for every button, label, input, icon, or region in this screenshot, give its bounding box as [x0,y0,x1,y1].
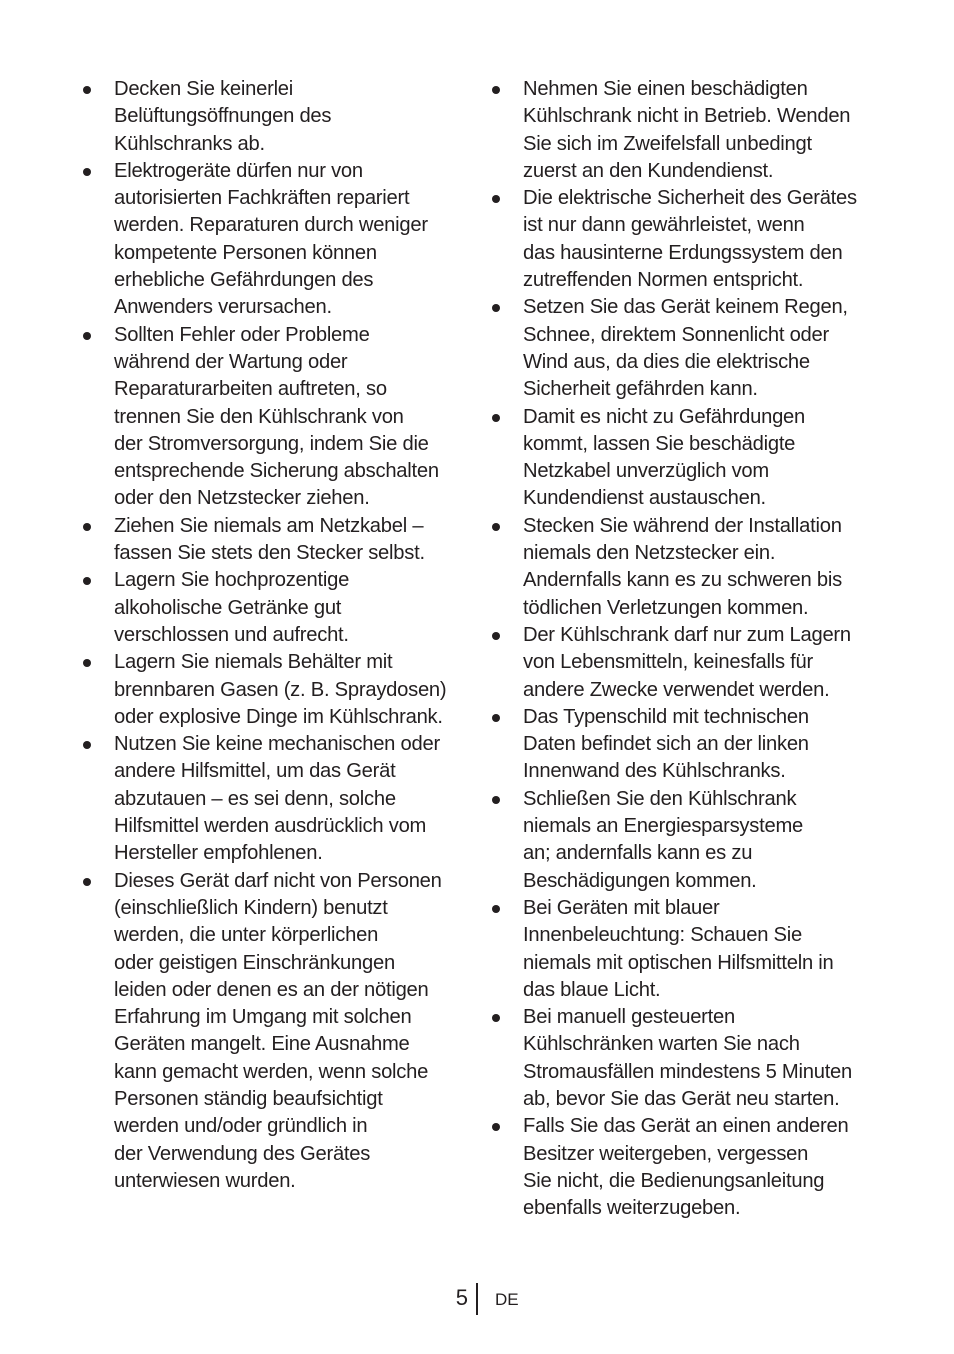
footer-divider [476,1283,478,1315]
list-item-text: Falls Sie das Gerät an einen anderen Besitzer weitergeben, vergessen Sie nicht, die Bedienungsanleitung ebenfalls weiterzugeben. [523,1115,849,1220]
bullet-icon [83,523,91,531]
bullet-icon [492,796,500,804]
bullet-icon [83,659,91,667]
list-item-text: Bei Geräten mit blauer Innenbeleuchtung: Schauen Sie niemals mit optischen Hilfsmitteln in das blaue Licht. [523,896,834,1001]
list-item-text: Nehmen Sie einen beschädigten Kühlschrank nicht in Betrieb. Wenden Sie sich im Zweifelsfall unbedingt zuerst an den Kundendienst. [523,78,851,182]
bullet-icon [492,523,500,531]
list-item [80,731,466,867]
bullet-icon [492,632,500,640]
list-item-text: Dieses Gerät darf nicht von Personen (einschließlich Kindern) benutzt werden, die unter körperlichen oder geistigen Einschränkungen leiden oder denen es an der nötigen Erfahrung im Umgang mit solchen Geräten mangelt. Eine Ausnahme kann gemacht werden, wenn solche Personen ständig beaufsichtigt werden und/oder gründlich in der Verwendung des Gerätes unterwiesen wurden. [114,869,442,1192]
list-item [489,1004,875,1113]
bullet-icon [492,1014,500,1022]
list-item [489,404,875,513]
list-item [489,1113,875,1222]
list-item-text: Damit es nicht zu Gefährdungen kommt, lassen Sie beschädigte Netzkabel unverzüglich vom Kundendienst austauschen. [523,405,806,510]
list-item-text: Der Kühlschrank darf nur zum Lagern von Lebensmitteln, keinesfalls für andere Zwecke verwendet werden. [523,623,851,701]
bullet-icon [83,741,91,749]
list-item-text: Stecken Sie während der Installation niemals den Netzstecker ein. Andernfalls kann es zu schweren bis tödlichen Verletzungen kommen. [523,514,842,619]
list-item [80,649,466,731]
list-item [489,786,875,895]
list-item-text: Lagern Sie hochprozentige alkoholische Getränke gut verschlossen und aufrecht. [114,569,350,646]
list-item-text: Elektrogeräte dürfen nur von autorisierten Fachkräften repariert werden. Reparaturen durch weniger kompetente Personen können erhebliche Gefährdungen des Anwenders verursachen. [114,159,428,319]
right-column-safety-list [489,76,875,1222]
list-item-text: Ziehen Sie niemals am Netzkabel – fassen Sie stets den Stecker selbst. [114,514,425,565]
list-item [80,868,466,1196]
bullet-icon [492,905,500,913]
list-item [489,76,875,185]
list-item [80,513,466,568]
list-item-text: Setzen Sie das Gerät keinem Regen, Schnee, direktem Sonnenlicht oder Wind aus, da dies die elektrische Sicherheit gefährden kann. [523,296,848,401]
list-item [489,704,875,786]
list-item [80,158,466,322]
list-item [80,322,466,513]
list-item-text: Schließen Sie den Kühlschrank niemals an Energiesparsysteme an; andernfalls kann es zu Beschädigungen kommen. [523,787,803,892]
list-item [80,567,466,649]
bullet-icon [492,195,500,203]
page-footer [0,1283,954,1315]
left-column-safety-list [80,76,466,1195]
list-item-text: Sollten Fehler oder Probleme während der Wartung oder Reparaturarbeiten auftreten, so trennen Sie den Kühlschrank von der Stromversorgung, indem Sie die entsprechende Sicherung abschalten oder den Netzstecker ziehen. [114,323,439,510]
list-item [489,622,875,704]
bullet-icon [492,86,500,94]
page-number: 5 [455,1285,468,1310]
list-item [489,294,875,403]
list-item [80,76,466,158]
list-item-text: Die elektrische Sicherheit des Gerätes ist nur dann gewährleistet, wenn das hausinterne Erdungssystem den zutreffenden Normen entspricht. [523,187,857,292]
list-item-text: Bei manuell gesteuerten Kühlschränken warten Sie nach Stromausfällen mindestens 5 Minuten ab, bevor Sie das Gerät neu starten. [523,1006,853,1110]
bullet-icon [492,414,500,422]
bullet-icon [492,1123,500,1131]
list-item-text: Decken Sie keinerlei Belüftungsöffnungen des Kühlschranks ab. [114,78,332,155]
list-item [489,513,875,622]
bullet-icon [83,86,91,94]
list-item-text: Lagern Sie niemals Behälter mit brennbaren Gasen (z. B. Spraydosen) oder explosive Dinge im Kühlschrank. [114,651,447,728]
language-code: DE [495,1290,519,1309]
bullet-icon [83,577,91,585]
bullet-icon [83,332,91,340]
bullet-icon [83,168,91,176]
list-item-text: Nutzen Sie keine mechanischen oder andere Hilfsmittel, um das Gerät abzutauen – es sei denn, solche Hilfsmittel werden ausdrücklich vom Hersteller empfohlenen. [114,733,440,865]
bullet-icon [492,304,500,312]
list-item [489,185,875,294]
bullet-icon [83,878,91,886]
bullet-icon [492,714,500,722]
list-item [489,895,875,1004]
list-item-text: Das Typenschild mit technischen Daten befindet sich an der linken Innenwand des Kühlschranks. [523,705,809,783]
